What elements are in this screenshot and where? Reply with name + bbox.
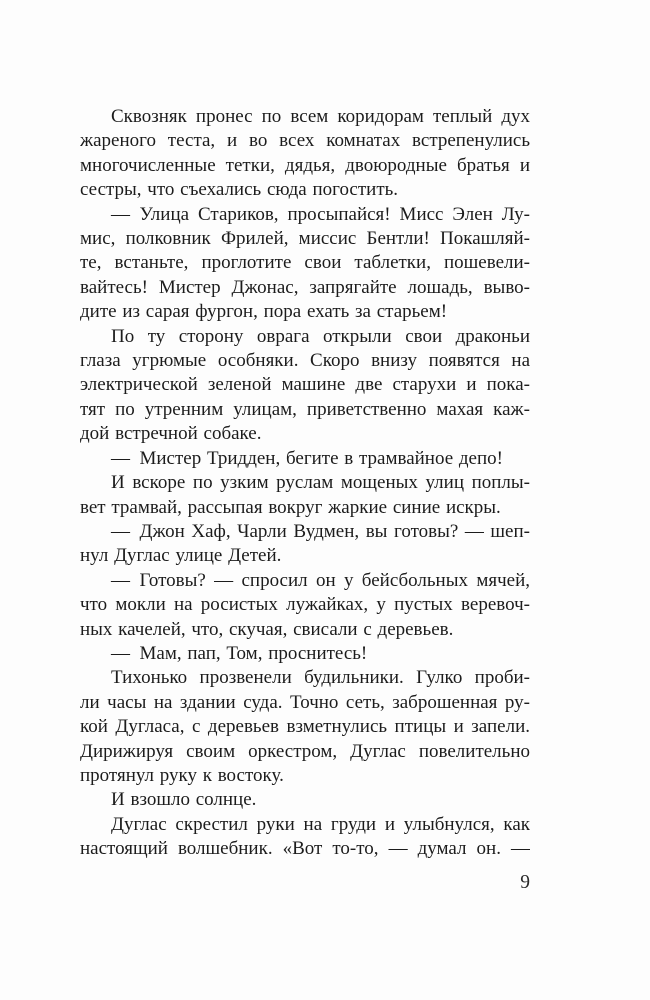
paragraph xyxy=(80,203,530,325)
text-line: — Улица Стариков, просыпайся! Мисс Элен Лу- xyxy=(111,203,530,225)
paragraph xyxy=(80,569,530,642)
text-line: тят по утренним улицам, приветственно махая каж- xyxy=(80,398,530,420)
text-line: кой Дугласа, с деревьев взметнулись птицы и запели. xyxy=(80,716,530,738)
text-line: ных качелей, что, скучая, свисали с деревьев. xyxy=(80,618,454,640)
text-line: протянул руку к востоку. xyxy=(80,764,284,786)
text-line: глаза угрюмые особняки. Скоро внизу появятся на xyxy=(80,350,530,372)
paragraph xyxy=(80,325,530,447)
text-line: — Готовы? — спросил он у бейсбольных мячей, xyxy=(111,569,530,591)
text-line: нул Дуглас улице Детей. xyxy=(80,545,282,567)
paragraph xyxy=(80,471,530,520)
text-line: сестры, что съехались сюда погостить. xyxy=(80,179,399,201)
text-line: вайтесь! Мистер Джонас, запрягайте лошадь, выво- xyxy=(80,276,530,298)
paragraph xyxy=(80,105,530,203)
text-line: многочисленные тетки, дядья, двоюродные братья и xyxy=(80,154,530,176)
text-line: электрической зеленой машине две старухи и пока- xyxy=(80,374,530,396)
text-line: что мокли на росистых лужайках, у пустых веревоч- xyxy=(80,594,530,616)
paragraph xyxy=(80,813,530,862)
text-line: По ту сторону оврага открыли свои драконьи xyxy=(111,325,530,347)
text-line: Сквозняк пронес по всем коридорам теплый дух xyxy=(111,106,530,127)
text-line: ли часы на здании суда. Точно сеть, заброшенная ру- xyxy=(80,691,530,713)
paragraph xyxy=(80,520,530,569)
text-line: дите из сарая фургон, пора ехать за старьем! xyxy=(80,301,448,323)
text-line: И взошло солнце. xyxy=(111,789,257,811)
page-number: 9 xyxy=(520,872,530,893)
text-line: вет трамвай, рассыпая вокруг жаркие синие искры. xyxy=(80,496,501,518)
text-block xyxy=(80,105,530,862)
text-line: дой встречной собаке. xyxy=(80,423,262,445)
text-line: И вскоре по узким руслам мощеных улиц поплы- xyxy=(111,472,530,494)
paragraph xyxy=(80,788,530,812)
paragraph xyxy=(80,447,530,471)
paragraph xyxy=(80,666,530,788)
text-line: Дуглас скрестил руки на груди и улыбнулся, как xyxy=(111,813,530,835)
text-line: — Мистер Тридден, бегите в трамвайное депо! xyxy=(111,447,503,469)
text-line: те, встаньте, проглотите свои таблетки, пошевели- xyxy=(80,252,530,274)
text-line: мис, полковник Фрилей, миссис Бентли! Покашляй- xyxy=(80,228,530,250)
text-line: Дирижируя своим оркестром, Дуглас повелительно xyxy=(80,740,530,762)
text-line: настоящий волшебник. «Вот то-то, — думал он. — xyxy=(80,838,530,860)
text-line: Тихонько прозвенели будильники. Гулко проби- xyxy=(111,667,530,689)
paragraph xyxy=(80,642,530,666)
text-line: — Джон Хаф, Чарли Вудмен, вы готовы? — шеп- xyxy=(111,520,530,542)
text-line: — Мам, пап, Том, проснитесь! xyxy=(111,642,368,664)
text-line: жареного теста, и во всех комнатах встрепенулись xyxy=(80,130,530,152)
